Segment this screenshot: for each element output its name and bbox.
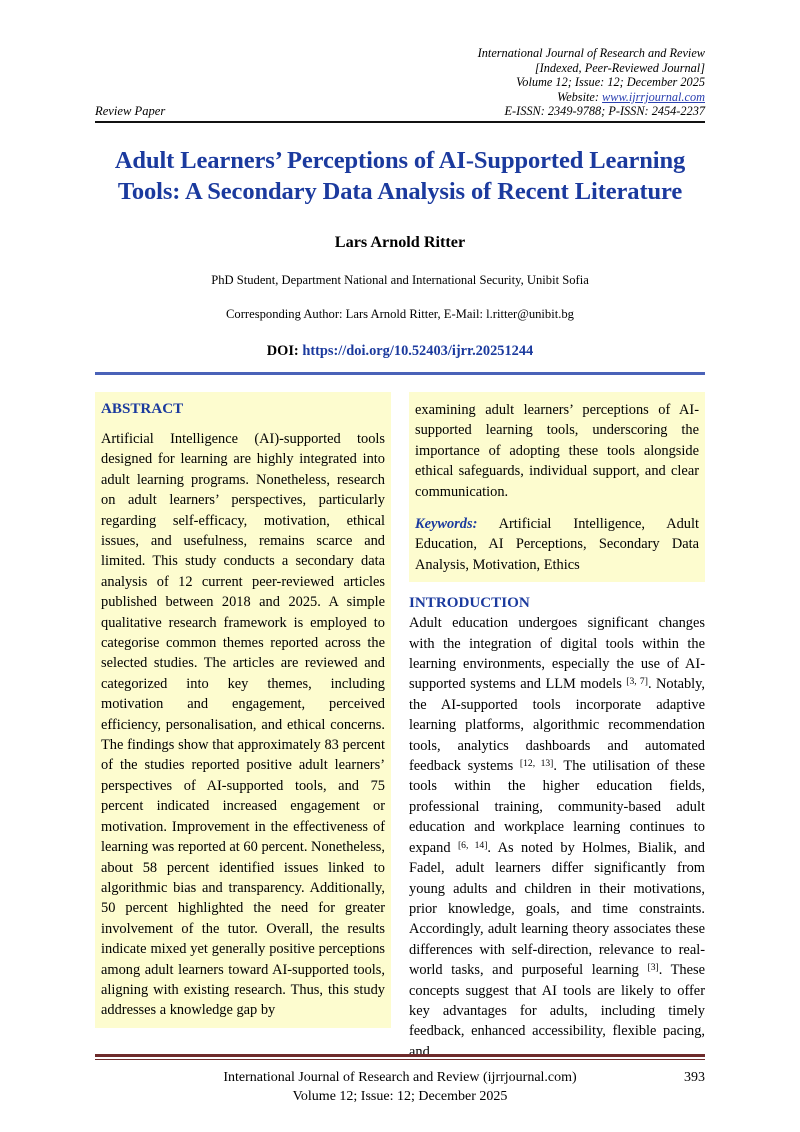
keywords-label: Keywords: xyxy=(415,516,478,532)
introduction-text xyxy=(409,613,705,1062)
keywords-line xyxy=(415,514,699,575)
title-divider xyxy=(95,372,705,375)
footer-journal-line: International Journal of Research and Review (ijrrjournal.com) xyxy=(223,1070,577,1085)
introduction-heading: INTRODUCTION xyxy=(409,595,530,612)
citation-ref[interactable]: [3] xyxy=(647,962,659,974)
abstract-box xyxy=(95,392,391,1028)
journal-website-line xyxy=(95,90,705,105)
footer-divider-thin xyxy=(95,1059,705,1060)
abstract-text-continued: examining adult learners’ perceptions of AI-supported learning tools, underscoring the importance of adopting these tools alongside ethical safeguards, individual support, and clear communication. xyxy=(415,401,699,500)
corresponding-author: Corresponding Author: Lars Arnold Ritter, E-Mail: l.ritter@unibit.bg xyxy=(226,306,574,321)
footer-body xyxy=(95,1068,705,1106)
doi-line xyxy=(95,343,705,360)
footer-divider-thick xyxy=(95,1054,705,1057)
page-number: 393 xyxy=(684,1070,705,1085)
journal-info-block xyxy=(95,46,705,119)
keywords-values: Artificial Intelligence, Adult Education, AI Perceptions, Secondary Data Analysis, Motivation, Ethics xyxy=(415,516,699,573)
doi-link[interactable]: https://doi.org/10.52403/ijrr.20251244 xyxy=(302,342,534,359)
citation-ref[interactable]: [3, 7] xyxy=(626,676,648,688)
title-block xyxy=(95,145,705,360)
paper-type-label: Review Paper xyxy=(95,104,166,119)
intro-segment-5: . These concepts suggest that AI tools are likely to offer key advantages for adults, including timely feedback, enhanced accessibility, flexible pacing, and xyxy=(409,962,705,1060)
intro-segment-1: Adult education undergoes significant changes with the integration of digital tools within the learning environments, especially the use of AI-supported systems and LLM models xyxy=(409,615,705,693)
masthead xyxy=(95,46,705,119)
journal-issn: E-ISSN: 2349-9788; P-ISSN: 2454-2237 xyxy=(504,104,705,119)
doi-label: DOI: xyxy=(266,342,303,359)
page-title: Adult Learners’ Perceptions of AI-Supported Learning Tools: A Secondary Data Analysis of Recent Literature xyxy=(114,146,686,205)
footer-volume-line: Volume 12; Issue: 12; December 2025 xyxy=(292,1089,508,1104)
website-label: Website: xyxy=(557,89,603,104)
intro-segment-4: . As noted by Holmes, Bialik, and Fadel, adult learners differ significantly from young adults and children in their motivations, prior knowledge, goals, and time constraints. Accordingly, adult learning theory associates these differences with self-direction, relevance to real-world tasks, and purposeful learning xyxy=(409,839,705,979)
abstract-text: Artificial Intelligence (AI)-supported tools designed for learning are highly integrated into adult learning programs. Nonetheless, research on adult learners’ perspectives, particularly regarding self-efficacy, motivation, ethical issues, and usefulness, remains scarce and limited. This study conducts a secondary data analysis of 12 current peer-reviewed articles published between 2018 and 2025. A simple qualitative research framework is employed to categorise common themes reported across the selected studies. The articles are reviewed and categorized into key themes, including motivation and engagement, perceived efficiency, personalisation, and ethical concerns. The findings show that approximately 83 percent of the studies reported positive adult learners’ perspectives of AI-supported tools, and 75 percent indicated increased engagement or motivation. Improvement in the effectiveness of learning was reported at 60 percent. Nonetheless, about 58 percent identified issues linked to algorithmic bias and transparency. Additionally, 50 percent highlighted the need for greater involvement of the tutor. Overall, the results indicate mixed yet generally positive perceptions among adult learners toward AI-supported tools, aligning with existing research. Thus, this study addresses a knowledge gap by xyxy=(101,430,385,1019)
abstract-continuation-box xyxy=(409,392,705,582)
journal-website-link[interactable]: www.ijrrjournal.com xyxy=(602,89,705,104)
content-columns xyxy=(95,392,705,1062)
abstract-heading: ABSTRACT xyxy=(101,400,184,417)
journal-volume-issue: Volume 12; Issue: 12; December 2025 xyxy=(516,75,705,90)
page-footer xyxy=(95,1054,705,1106)
left-column xyxy=(95,392,391,1028)
citation-ref[interactable]: [6, 14] xyxy=(457,839,488,851)
column-spacer xyxy=(409,582,705,594)
author-affiliation: PhD Student, Department National and International Security, Unibit Sofia xyxy=(211,272,589,287)
right-column xyxy=(409,392,705,1062)
journal-name: International Journal of Research and Review xyxy=(477,46,705,60)
citation-ref[interactable]: [12, 13] xyxy=(519,758,554,770)
intro-segment-3: . The utilisation of these tools within the higher education fields, professional training, community-based adult education and workplace learning continues to expand xyxy=(409,758,706,856)
intro-segment-2: . Notably, the AI-supported tools incorporate adaptive learning platforms, algorithmic recommendation tools, analytics dashboards and automated feedback systems xyxy=(409,676,706,775)
journal-indexed-note: [Indexed, Peer-Reviewed Journal] xyxy=(534,60,705,75)
author-name: Lars Arnold Ritter xyxy=(334,232,466,251)
masthead-divider xyxy=(95,121,705,123)
